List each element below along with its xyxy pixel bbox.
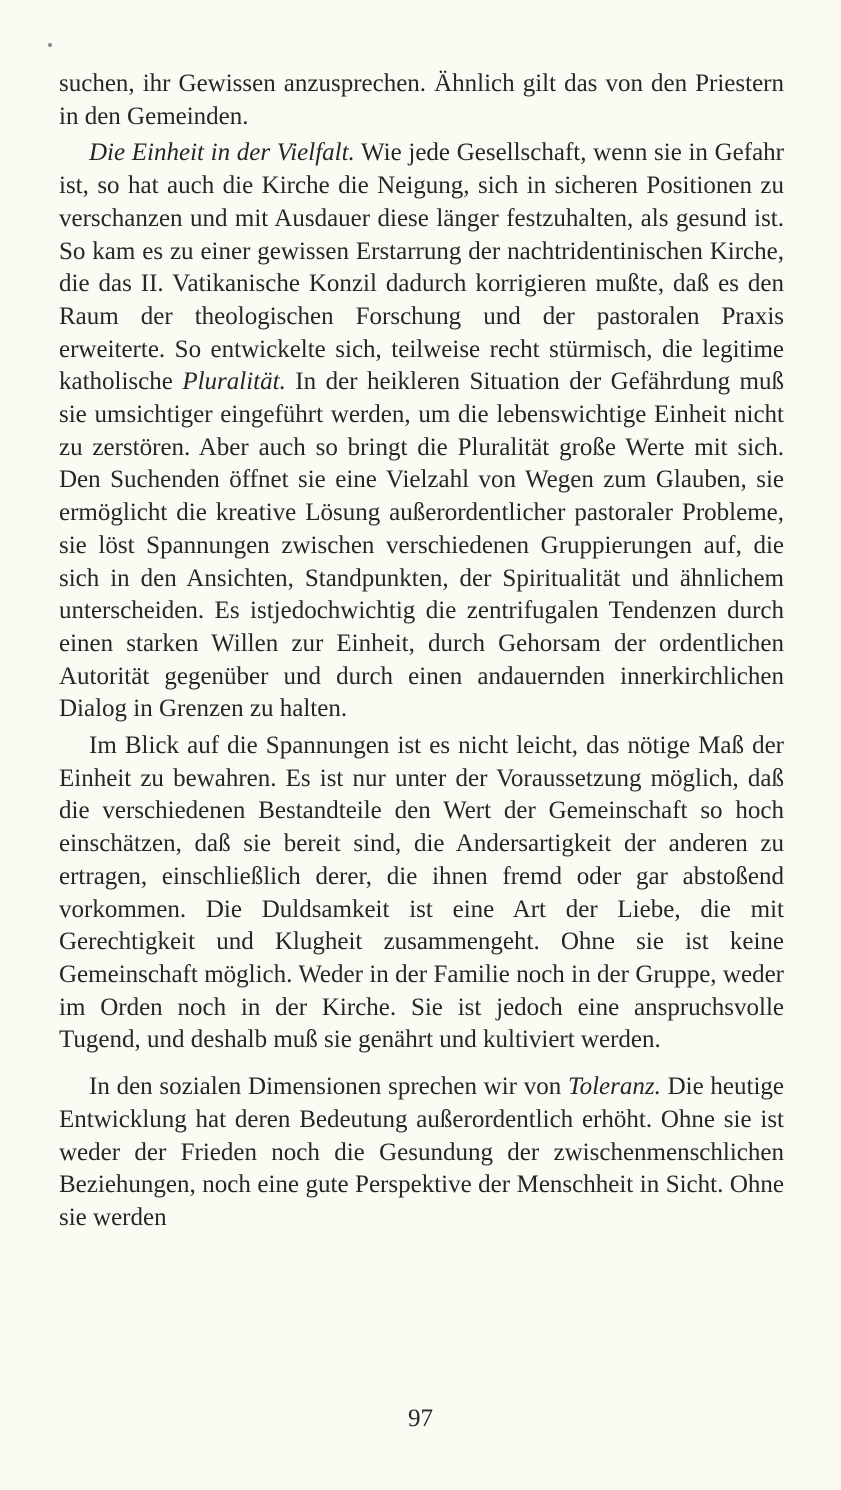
text-segment: In den sozialen Dimensionen sprechen wir von xyxy=(89,1073,568,1101)
text-segment: In der heikleren Situation der Gefährdung muß sie umsichtiger eingeführt werden, um die lebenswichtige Einheit nicht zu zerstören. Aber auch so bringt die Pluralität große Werte mit sich. Den Suchenden öffnet sie eine Vielzahl von Wegen zum Glauben, sie ermöglicht die kreative Lösung außerordentlicher pastoraler Probleme, sie löst Spannungen zwischen verschiedenen Gruppierungen auf, die sich in den Ansichten, Standpunkten, der Spiritualität und ähnlichem unterscheiden. Es istjedochwichtig die zentrifugalen Tendenzen durch einen starken Willen zur Einheit, durch Gehorsam der ordentlichen Autorität gegenüber und durch einen andauernden innerkirchlichen Dialog in Grenzen zu halten. xyxy=(59,368,784,723)
emphasis-term: Toleranz. xyxy=(567,1073,661,1101)
text-segment: Wie jede Gesellschaft, wenn sie in Gefahr ist, so hat auch die Kirche die Neigung, sich in sicheren Positionen zu verschanzen und mit Ausdauer diese länger festzuhalten, als gesund ist. So kam es zu einer gewissen Erstarrung der nachtridentinischen Kirche, die das II. Vatikanische Konzil dadurch korrigieren mußte, daß es den Raum der theologischen Forschung und der pastoralen Praxis erweiterte. So entwickelte sich, teilweise recht stürmisch, die legitime katholische xyxy=(59,139,785,396)
emphasis-term: Pluralität. xyxy=(182,368,286,396)
section-heading-inline: Die Einheit in der Vielfalt. xyxy=(89,139,355,167)
text-segment: Im Blick auf die Spannungen ist es nicht leicht, das nötige Maß der Einheit zu bewahren. Es ist nur unter der Voraussetzung möglich, daß die verschiedenen Bestandteile den Wert der Gemeinschaft so hoch einschätzen, daß sie bereit sind, die Andersartigkeit der anderen zu ertragen, einschließlich derer, die ihnen fremd oder gar abstoßend vorkommen. Die Duldsamkeit ist eine Art der Liebe, die mit Gerechtigkeit und Klugheit zusammengeht. Ohne sie ist keine Gemeinschaft möglich. Weder in der Familie noch in der Gruppe, weder im Orden noch in der Kirche. Sie ist jedoch eine anspruchsvolle Tugend, und deshalb muß sie genährt und kultiviert werden. xyxy=(59,732,784,1054)
page-body xyxy=(59,68,784,1235)
paragraph-4 xyxy=(59,1071,784,1235)
paragraph-3 xyxy=(59,730,784,1057)
text-segment: Die heutige Entwicklung hat deren Bedeutung außerordentlich erhöht. Ohne sie ist weder der Frieden noch die Gesundung der zwischenmenschlichen Beziehungen, noch eine gute Perspektive der Menschheit in Sicht. Ohne sie werden xyxy=(59,1073,784,1231)
page-number: 97 xyxy=(408,1405,433,1432)
scan-speck xyxy=(48,43,52,47)
text-segment: suchen, ihr Gewissen anzusprechen. Ähnlich gilt das von den Priestern in den Gemeinden. xyxy=(59,70,784,130)
paragraph-1 xyxy=(59,68,784,133)
paragraph-2 xyxy=(59,137,784,726)
